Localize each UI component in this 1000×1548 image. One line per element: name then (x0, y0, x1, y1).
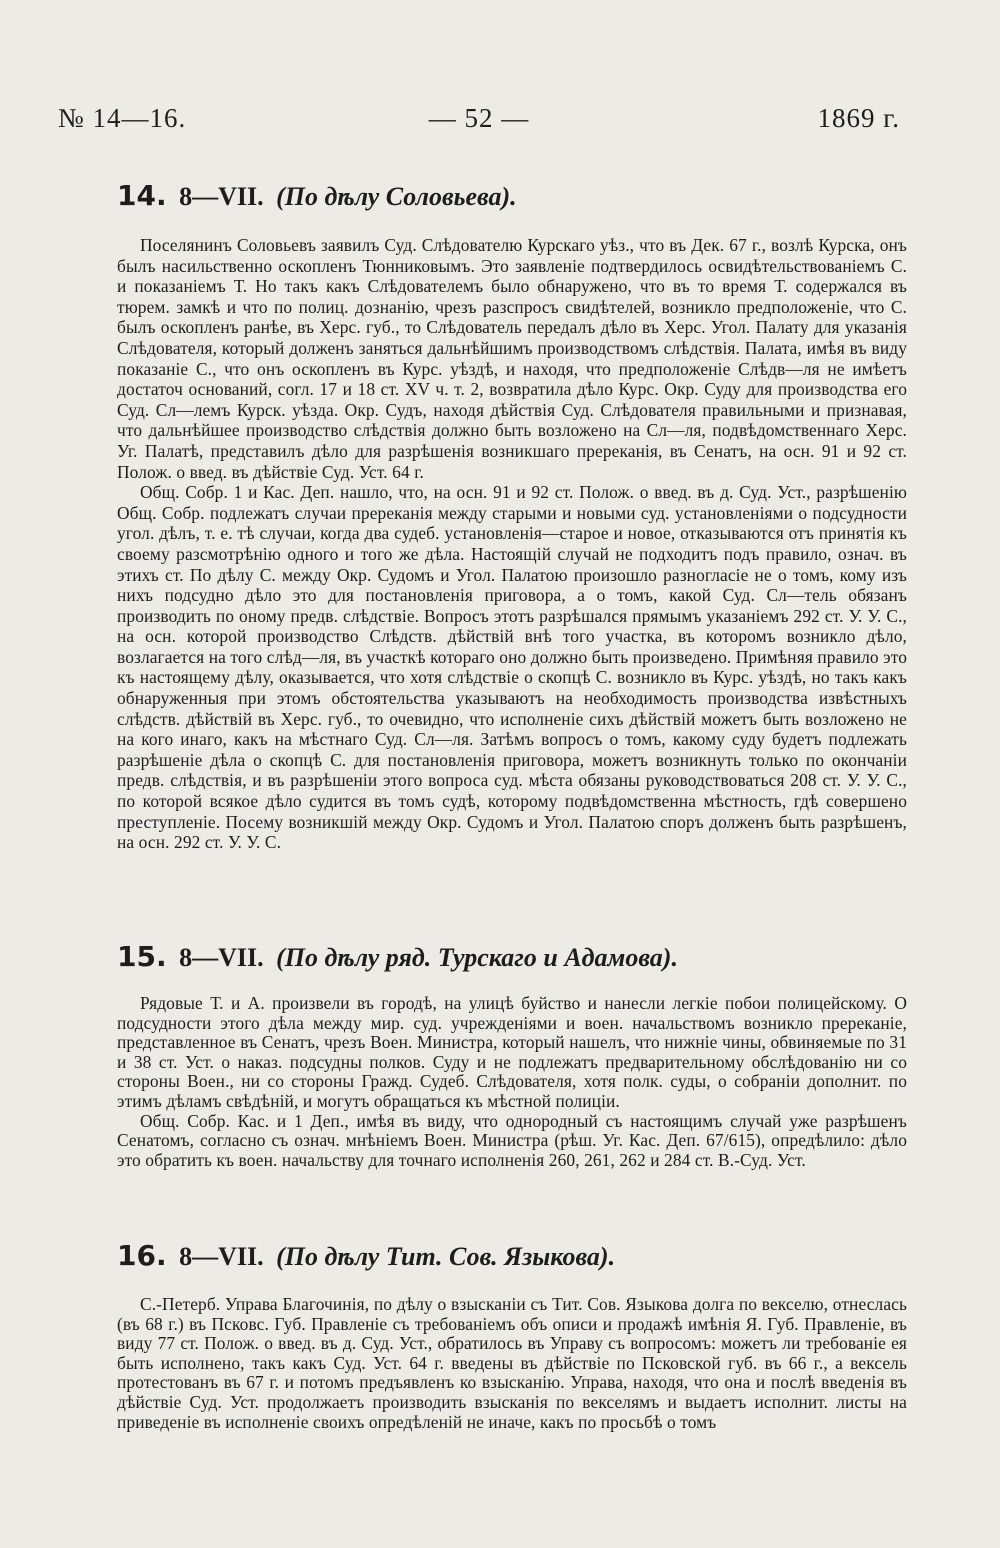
section-date: 8—VII. (179, 182, 264, 211)
section-heading (117, 937, 907, 978)
paragraph: Общ. Собр. Кас. и 1 Деп., имѣя въ виду, что однородный съ настоящимъ случай уже разрѣшенъ Сенатомъ, согласно съ означ. мнѣніемъ Воен. Министра (рѣш. Уг. Кас. Деп. 67/615), опредѣлило: дѣло это обратить къ воен. начальству для точнаго исполненія 260, 261, 262 и 284 ст. В.-Суд. Уст. (117, 1110, 907, 1170)
entry-range: № 14—16. (58, 102, 187, 133)
section-15 (117, 937, 907, 1170)
paragraph: С.-Петерб. Управа Благочинія, по дѣлу о взысканіи съ Тит. Сов. Языкова долга по векселю, отнеслась (въ 68 г.) въ Псковс. Губ. Правленіе съ требованіемъ объ описи и продажѣ имѣнія Я. Губ. Правленіе, въ виду 77 ст. Полож. о введ. въ д. Суд. Уст., обратилось въ Управу съ вопросомъ: можетъ ли требованіе ея быть исполнено, такъ какъ Суд. Уст. 64 г. введены въ дѣйствіе по Псковской губ. въ 66 г., а вексель протестованъ въ 67 г. и потомъ предъявленъ ко взысканію. Управа, находя, что она и послѣ введенія въ дѣйствіе Суд. Уст. продолжаетъ производить взысканія по векселямъ и выдаетъ исполнит. листы на приведеніе въ исполненіе своихъ опредѣленій не иначе, какъ по просьбѣ о томъ (117, 1294, 907, 1432)
section-date: 8—VII. (179, 1242, 264, 1271)
year: 1869 г. (817, 102, 900, 133)
section-16 (117, 1236, 907, 1432)
section-number: 16. (117, 1239, 167, 1272)
section-case-title: (По дѣлу ряд. Турскаго и Адамова). (276, 943, 678, 972)
paragraph: Общ. Собр. 1 и Кас. Деп. нашло, что, на осн. 91 и 92 ст. Полож. о введ. въ д. Суд. Уст., разрѣшенію Общ. Собр. подлежатъ случаи пререканія между старыми и новыми суд. установленіями о подсудности угол. дѣлъ, т. е. тѣ случаи, когда два судеб. установленія—старое и новое, отказываются отъ принятія къ своему разсмотрѣнію одного и того же дѣла. Настоящій случай не подходитъ подъ правило, означ. въ этихъ ст. По дѣлу С. между Окр. Судомъ и Угол. Палатою произошло разногласіе не о томъ, кому изъ нихъ подсудно дѣло это для постановленія приговора, а о томъ, какой Суд. Сл—тель обязанъ производить по оному предв. слѣдствіе. Вопросъ этотъ разрѣшался прямымъ указаніемъ 292 ст. У. У. С., на осн. которой производство Слѣдств. дѣйствій внѣ того участка, въ которомъ возникло дѣло, возлагается на того слѣд—ля, въ участкѣ котораго оно должно быть произведено. Примѣняя правило это къ настоящему дѣлу, оказывается, что хотя слѣдствіе о скопцѣ С. возникло въ Курс. уѣздѣ, но такъ какъ обнаруженныя при этомъ обстоятельства указываютъ на необходимость производства извѣстныхъ слѣдств. дѣйствій въ Херс. губ., то очевидно, что исполненіе сихъ дѣйствій можетъ быть возложено не на кого инаго, какъ на мѣстнаго Суд. Сл—ля. Затѣмъ вопросъ о томъ, какому суду будетъ подлежать разрѣшеніе дѣла о скопцѣ С. для постановленія приговора, можетъ возникнуть только по окончаніи предв. слѣдствія, и въ разрѣшеніи этого вопроса суд. мѣста обязаны руководствоваться 208 ст. У. У. С., по которой всякое дѣло судится въ томъ судѣ, которому подвѣдомственна мѣстность, гдѣ совершено преступленіе. Посему возникшій между Окр. Судомъ и Угол. Палатою споръ долженъ быть разрѣшенъ, на осн. 292 ст. У. У. С. (117, 482, 907, 853)
running-header (58, 98, 900, 138)
section-case-title: (По дѣлу Соловьева). (276, 182, 517, 211)
section-date: 8—VII. (179, 943, 264, 972)
section-heading (117, 1236, 907, 1277)
paragraph: Рядовые Т. и А. произвели въ городѣ, на улицѣ буйство и нанесли легкіе побои полицейскому. О подсудности этого дѣла между мир. суд. учрежденіями и воен. начальствомъ возникло пререканіе, представленное въ Сенатъ, чрезъ Воен. Министра, который нашелъ, что нижніе чины, обвиняемые по 31 и 38 ст. Уст. о наказ. подсудны полков. Суду и не подлежатъ предварительному обслѣдованію ни со стороны Воен., ни со стороны Гражд. Судеб. Слѣдователя, хотя полк. суды, о собраніи дополнит. по этимъ дѣламъ свѣдѣній, и могутъ обращаться къ мѣстной полиціи. (117, 993, 907, 1111)
section-number: 14. (117, 179, 167, 212)
paragraph: Поселянинъ Соловьевъ заявилъ Суд. Слѣдователю Курскаго уѣз., что въ Дек. 67 г., возлѣ Курска, онъ былъ насильственно оскопленъ Тюнниковымъ. Это заявленіе подтвердилось освидѣтельствованіемъ С. и показаніемъ Т. Но такъ какъ Слѣдователемъ было обнаружено, что въ то время Т. содержался въ тюрем. замкѣ и что по полиц. дознанію, чрезъ разспросъ свидѣтелей, возникло предположеніе, что С. былъ оскопленъ ранѣе, въ Херс. губ., то Слѣдователь передалъ дѣло въ Херс. Угол. Палату для указанія Слѣдователя, который долженъ заняться дальнѣйшимъ производствомъ слѣдствія. Палата, имѣя въ виду показаніе С., что онъ оскопленъ въ Курс. уѣздѣ, и находя, что предположеніе Слѣдв—ля не имѣетъ достаточ оснований, согл. 17 и 18 ст. XV ч. т. 2, возвратила дѣло Курс. Окр. Суду для производства его Суд. Сл—лемъ Курск. уѣзда. Окр. Судъ, находя дѣйствія Суд. Слѣдователя правильными и признавая, что дальнѣйшее производство слѣдствія должно быть возложено на Сл—ля, подвѣдомственнаго Херс. Уг. Палатѣ, представилъ дѣло для разрѣшенія возникшаго пререканія, въ Сенатъ, на осн. 91 и 92 ст. Полож. о введ. въ дѣйствіе Суд. Уст. 64 г. (117, 235, 907, 482)
section-heading (117, 176, 907, 217)
section-number: 15. (117, 940, 167, 973)
section-14 (117, 176, 907, 853)
section-case-title: (По дѣлу Тит. Сов. Языкова). (276, 1242, 616, 1271)
page-number: — 52 — (428, 102, 530, 133)
